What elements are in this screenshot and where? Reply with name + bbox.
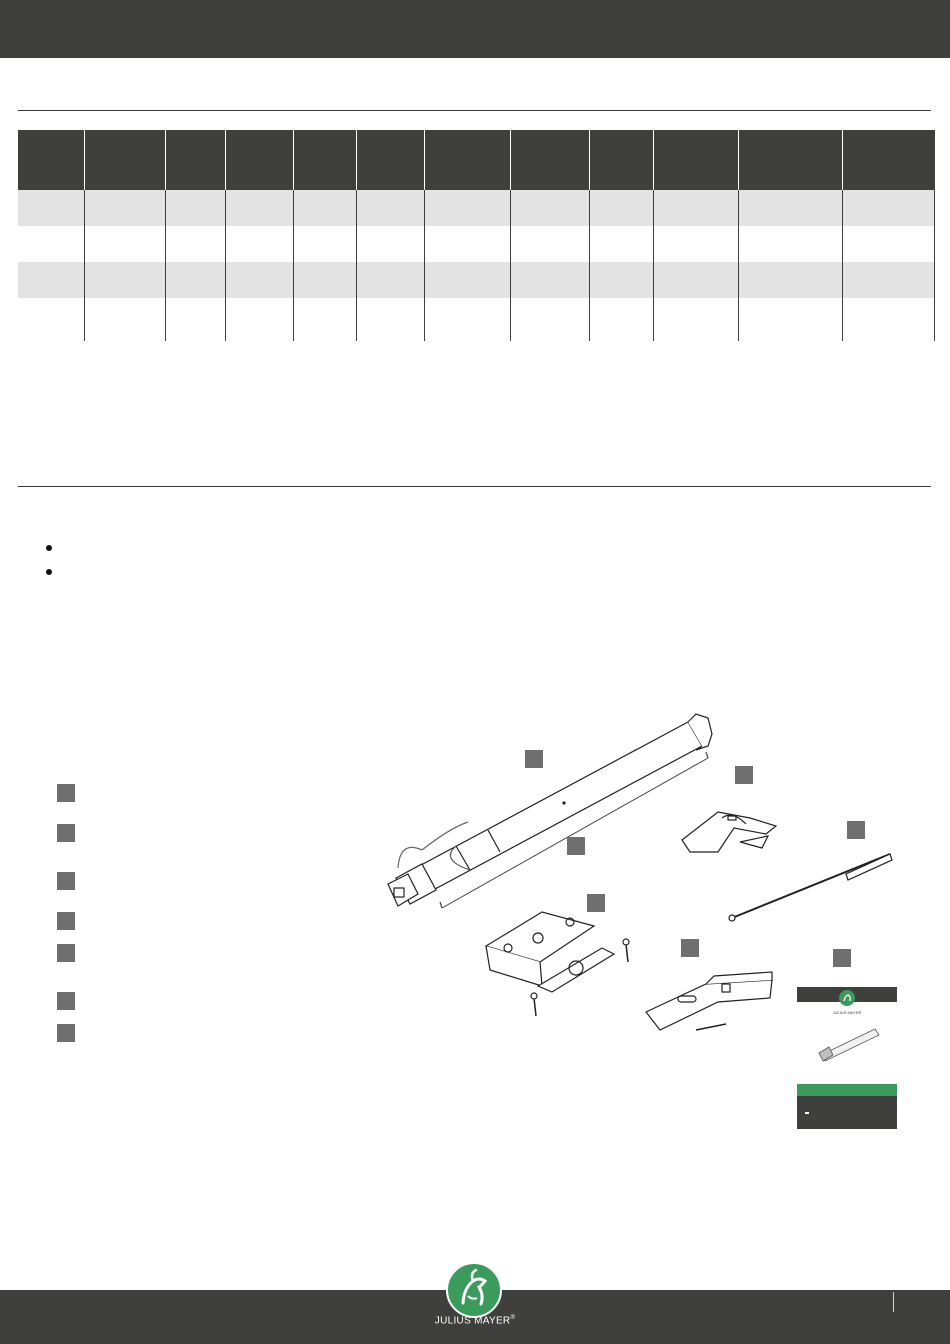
spec-column-separator — [84, 190, 85, 341]
legend-number — [57, 824, 75, 842]
bullet-marker — [46, 569, 52, 575]
header-bar — [0, 0, 950, 58]
legend-number — [57, 944, 75, 962]
section-divider — [18, 110, 931, 111]
spec-column-separator — [424, 190, 425, 341]
spec-column-separator — [738, 190, 739, 341]
part-marker — [735, 766, 753, 784]
spec-column-separator — [589, 130, 590, 190]
spec-column-separator — [934, 190, 935, 341]
part-marker — [681, 939, 699, 957]
manual-brand-name: JULIUS MAYER — [832, 1010, 862, 1015]
footer-divider — [893, 1292, 894, 1312]
legend-number — [57, 784, 75, 802]
legend-number — [57, 992, 75, 1010]
spec-column-separator — [356, 190, 357, 341]
legend-number — [57, 872, 75, 890]
instruction-manual — [797, 987, 897, 1129]
spec-column-separator — [84, 130, 85, 190]
part-marker — [833, 949, 851, 967]
part-marker — [525, 750, 543, 768]
goat-logo-icon — [446, 1262, 502, 1318]
spec-column-separator — [510, 190, 511, 341]
adapter-plate — [486, 912, 629, 1016]
legend-number — [57, 912, 75, 930]
spec-column-separator — [738, 130, 739, 190]
spec-table-header — [18, 130, 935, 190]
spec-table — [18, 130, 935, 341]
spec-column-separator — [356, 130, 357, 190]
spec-column-separator — [842, 130, 843, 190]
spec-column-separator — [225, 130, 226, 190]
manual-dash — [805, 1112, 809, 1114]
spec-table-row-shaded — [18, 262, 935, 298]
spec-table-row-shaded — [18, 190, 935, 226]
tubular-motor — [388, 714, 712, 908]
manual-footer-band — [797, 1096, 897, 1129]
spec-column-separator — [653, 130, 654, 190]
part-marker — [587, 894, 605, 912]
spec-column-separator — [293, 130, 294, 190]
bullet-marker — [46, 545, 52, 551]
spec-column-separator — [653, 190, 654, 341]
spec-column-separator — [842, 190, 843, 341]
part-marker — [847, 821, 865, 839]
wall-bracket — [646, 972, 772, 1030]
manual-accent-band — [797, 1084, 897, 1096]
spec-column-separator — [510, 130, 511, 190]
spec-column-separator — [225, 190, 226, 341]
spec-column-separator — [589, 190, 590, 341]
spec-column-separator — [165, 130, 166, 190]
section-divider — [18, 486, 931, 487]
part-marker — [567, 837, 585, 855]
motor-thumbnail-icon — [815, 1025, 883, 1065]
legend-number — [57, 1024, 75, 1042]
brand-name: JULIUS MAYER® — [434, 1315, 516, 1327]
spec-column-separator — [165, 190, 166, 341]
manual-crank-rod — [729, 854, 892, 921]
spec-column-separator — [293, 190, 294, 341]
spec-column-separator — [424, 130, 425, 190]
clip-bracket — [682, 812, 776, 852]
goat-logo-icon — [839, 990, 855, 1006]
